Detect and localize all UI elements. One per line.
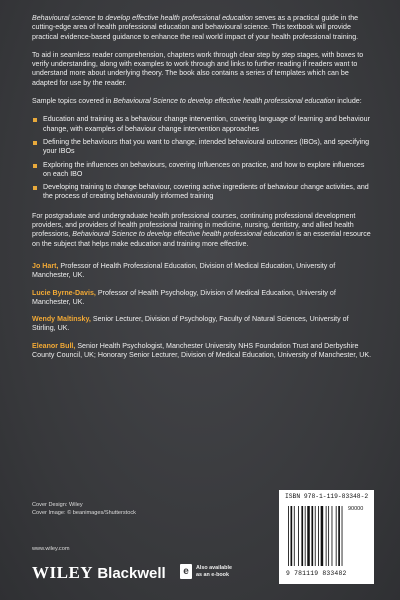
topic-list [32, 115, 372, 201]
intro-paragraph-2: To aid in seamless reader comprehension, chapters work through clear step by step stages, with boxes to verify understanding, along with examples to work through and links to further reading if readers want to understand more about underlying theory. The book also contains a series of templates which can be adapted for use by the reader. [32, 50, 364, 87]
topic-text: Developing training to change behaviour, covering active ingredients of behaviour change activities, and the process of creating behaviourally informed training [43, 183, 369, 201]
cover-text [32, 14, 372, 368]
audience-paragraph [32, 212, 372, 249]
ebook-badge [180, 564, 232, 579]
publisher-logo [32, 563, 166, 583]
bullet-square-icon [33, 141, 37, 145]
book-title-italic: Behavioural science to develop effective health professional education [32, 14, 253, 22]
author-name: Lucie Byrne-Davis, [32, 288, 96, 297]
intro-text: serves as a practical guide in the cutting-edge area of health professional education and behavioural science. This textbook will provide practical evidence-based guidance to enhance the real world impact of your health professional training. [32, 14, 359, 41]
blackwell-wordmark: Blackwell [97, 565, 166, 582]
cover-design-credit: Cover Design: Wiley [32, 502, 83, 508]
cover-footer [32, 490, 372, 600]
publisher-website[interactable]: www.wiley.com [32, 546, 70, 552]
barcode [279, 490, 374, 584]
list-item [32, 138, 372, 157]
cover-credits [32, 502, 136, 517]
ebook-line-2: as an e-book [196, 571, 229, 578]
intro-paragraph-1 [32, 14, 372, 42]
ebook-line-1: Also available [196, 565, 232, 571]
topic-text: Exploring the influences on behaviours, covering Influences on practice, and how to explore influences on each IBO [43, 160, 365, 178]
wiley-wordmark: WILEY [32, 563, 94, 582]
barcode-number: 9 781119 833482 [286, 570, 347, 577]
author-bio: Professor of Health Professional Education, Division of Medical Education, University of Manchester, UK. [32, 261, 336, 280]
topic-text: Education and training as a behaviour change intervention, covering language of learning and behaviour change, with examples of behaviour change intervention approaches [43, 115, 370, 133]
cover-image-credit: Cover Image: © beanimages/Shutterstock [32, 509, 136, 516]
list-item [32, 161, 372, 180]
topics-lead: Sample topics covered in [32, 97, 114, 106]
author-entry [32, 289, 372, 308]
ebook-label [196, 565, 232, 578]
ebook-icon: e [180, 564, 192, 579]
topic-text: Defining the behaviours that you want to change, intended behavioural outcomes (IBOs), and specifying your IBOs [43, 137, 370, 156]
barcode-bars-icon [288, 506, 366, 570]
author-name: Jo Hart, [32, 261, 59, 270]
author-entry [32, 342, 372, 361]
author-name: Wendy Maltinsky, [32, 315, 91, 324]
bullet-square-icon [33, 164, 37, 168]
list-item [32, 115, 372, 134]
audience-text-end: is an essential resource on the subject that helps make education and training more effective. [32, 230, 371, 248]
book-title-italic: Behavioural Science to develop effective health professional education [72, 230, 295, 239]
audience-text: For postgraduate and undergraduate health professional courses, continuing professional development providers, and providers of health professional training in medicine, nursing, dentistry, and allied health professions, [32, 211, 356, 239]
price-code: 90000 [348, 506, 364, 512]
intro-paragraph-3 [32, 97, 372, 106]
list-item [32, 183, 372, 202]
topics-lead-end: include: [335, 97, 362, 106]
author-bio: Professor of Health Psychology, Division of Medical Education, University of Manchester, UK. [32, 288, 336, 306]
author-entry [32, 262, 372, 281]
author-bio: Senior Health Psychologist, Manchester University NHS Foundation Trust and Derbyshire County Council, UK; Honorary Senior Lecturer, Division of Medical Education, University of Manchester, UK. [32, 341, 372, 360]
isbn-label: ISBN 978-1-119-83348-2 [285, 493, 369, 500]
author-bio: Senior Lecturer, Division of Psychology, Faculty of Natural Sciences, University of Stirling, UK. [32, 315, 349, 333]
book-title-italic: Behavioural Science to develop effective health professional education [113, 97, 336, 106]
bullet-square-icon [33, 118, 37, 122]
bullet-square-icon [33, 186, 37, 190]
author-name: Eleanor Bull, [32, 341, 76, 350]
author-entry [32, 315, 372, 334]
